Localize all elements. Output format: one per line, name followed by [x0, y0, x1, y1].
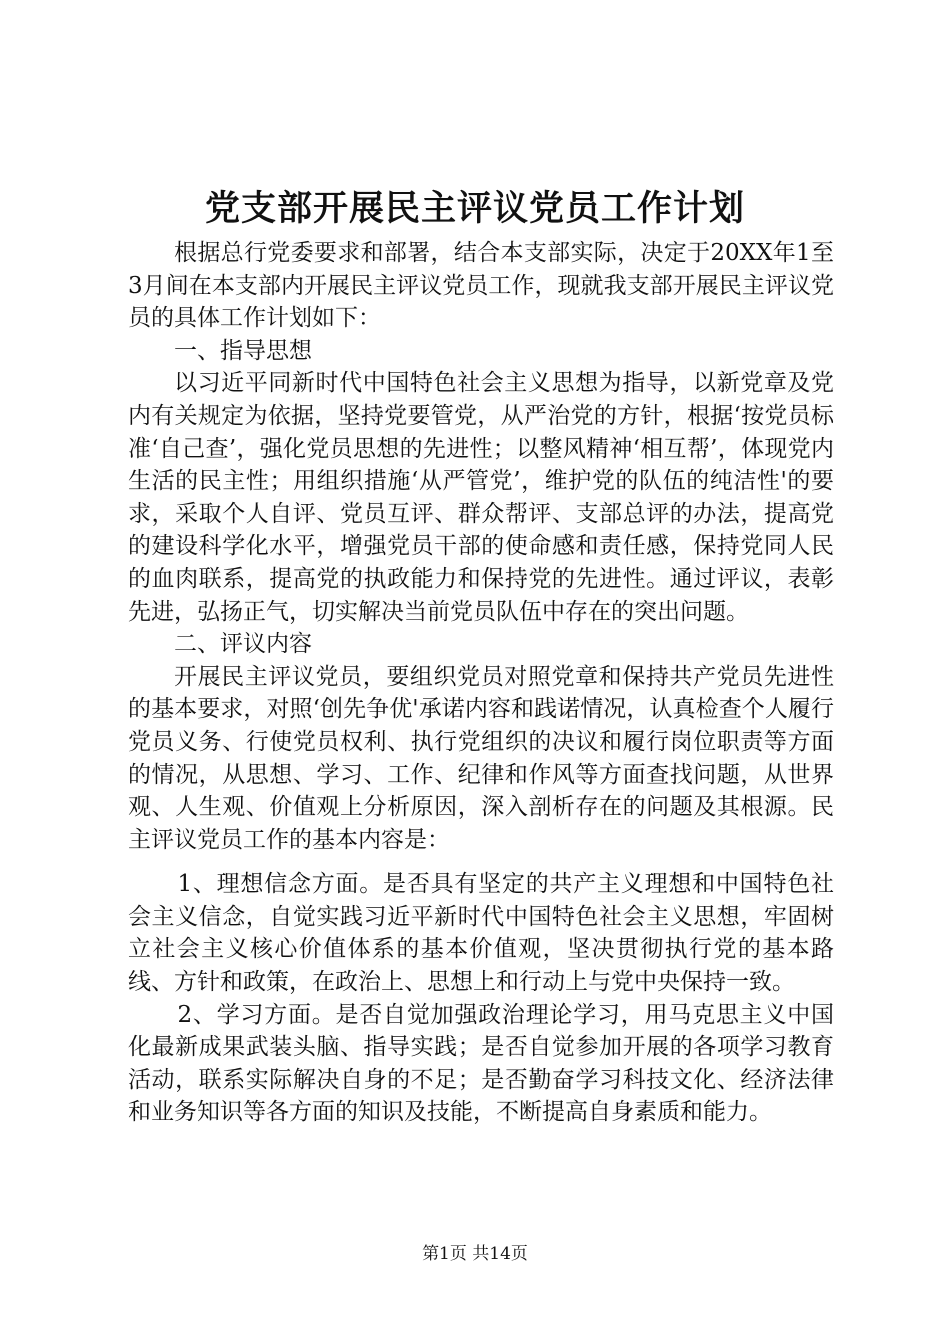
guiding-thought-paragraph: 以习近平同新时代中国特色社会主义思想为指导，以新党章及党内有关规定为依据，坚持党要管党，从严治党的方针，根据‘按党员标准‘自己查’，强化党员思想的先进性；以整风精神‘相互帮’，体现党内生活的民主性；用组织措施‘从严管党’，维护党的队伍的纯洁性'的要求，采取个人自评、党员互评、群众帮评、支部总评的办法，提高党的建设科学化水平，增强党员干部的使命感和责任感，保持党同人民的血肉联系，提高党的执政能力和保持党的先进性。通过评议，表彰先进，弘扬正气，切实解决当前党员队伍中存在的突出问题。 — [128, 370, 834, 625]
intro-paragraph: 根据总行党委要求和部署，结合本支部实际，决定于20XX年1至3月间在本支部内开展民主评议党员工作，现就我支部开展民主评议党员的具体工作计划如下： — [128, 240, 834, 332]
section-heading-guiding-thought: 一、指导思想 — [174, 337, 312, 364]
document-body — [128, 237, 834, 1129]
section-heading-evaluation-content: 二、评议内容 — [174, 631, 312, 658]
list-item-ideals: 1、理想信念方面。是否具有坚定的共产主义理想和中国特色社会主义信念，自觉实践习近平新时代中国特色社会主义思想，牢固树立社会主义核心价值体系的基本价值观，坚决贯彻执行党的基本路线、方针和政策，在政治上、思想上和行动上与党中央保持一致。 — [128, 871, 834, 996]
list-item-study: 2、学习方面。是否自觉加强政治理论学习，用马克思主义中国化最新成果武装头脑、指导实践；是否自觉参加开展的各项学习教育活动，联系实际解决自身的不足；是否勤奋学习科技文化、经济法律和业务知识等各方面的知识及技能，不断提高自身素质和能力。 — [128, 1001, 834, 1126]
document-title: 党支部开展民主评议党员工作计划 — [204, 188, 745, 229]
evaluation-content-paragraph: 开展民主评议党员，要组织党员对照党章和保持共产党员先进性的基本要求，对照‘创先争优'承诺内容和践诺情况，认真检查个人履行党员义务、行使党员权利、执行党组织的决议和履行岗位职责等方面的情况，从思想、学习、工作、纪律和作风等方面查找问题，从世界观、人生观、价值观上分析原因，深入剖析存在的问题及其根源。民主评议党员工作的基本内容是： — [128, 663, 834, 853]
page-footer: 第1页 共14页 — [422, 1244, 528, 1264]
